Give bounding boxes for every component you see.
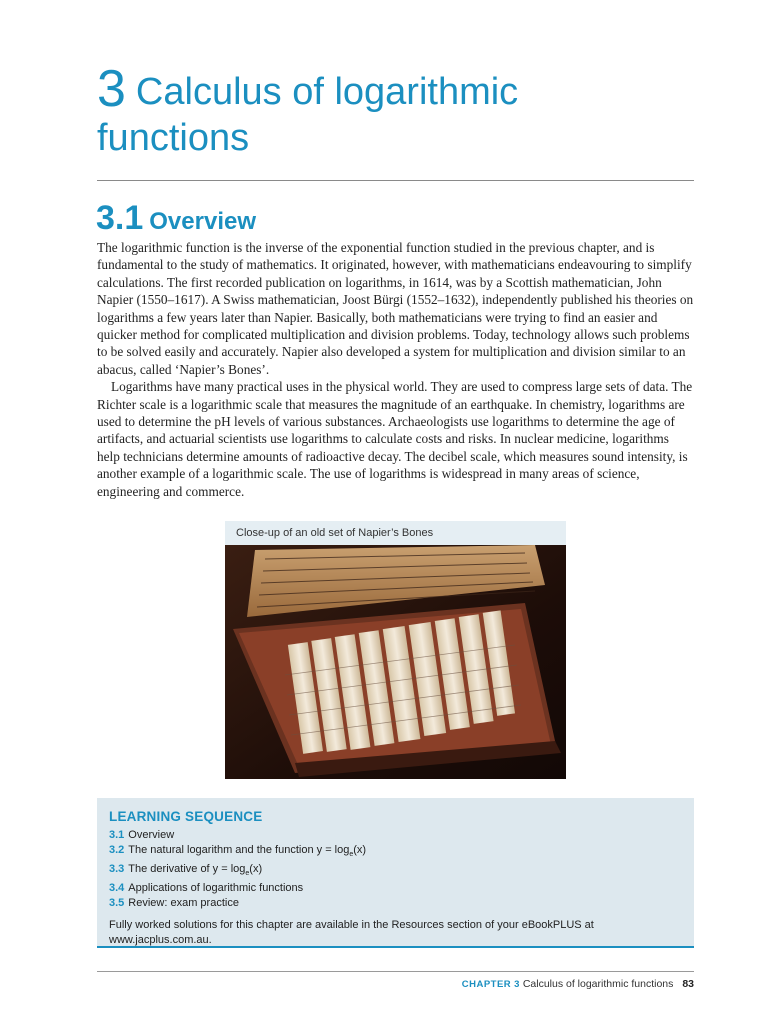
paragraph-2: Logarithms have many practical uses in the physical world. They are used to compress large sets of data. The Richter scale is a logarithmic scale that measures the magnitude of an earthquake. In chemistry, logarithms are used to determine the pH levels of various substances. Archaeologists use logarithms to determine the age of artifacts, and actuarial scientists use logarithms to calculate costs and risks. In nuclear medicine, logarithms help technicians determine amounts of radioactive decay. The decibel scale, which measures sound intensity, is another example of a logarithmic scale. The use of logarithms is widespread in many areas of science, engineering and commerce. — [97, 379, 693, 499]
page-number: 83 — [682, 978, 694, 990]
footer-divider — [97, 971, 694, 972]
chapter-title-line2: functions — [97, 117, 250, 159]
chapter-title — [97, 60, 697, 161]
napiers-bones-photo — [225, 545, 566, 779]
sequence-item[interactable]: 3.1 Overview — [109, 829, 175, 841]
paragraph-1: The logarithmic function is the inverse of the exponential function studied in the previous chapter, and is fundamental to the study of mathematics. It originated, however, with mathematicians endeavouring to simplify calculations. The first recorded publication on logarithms, in 1614, was by a Scottish mathematician, John Napier (1550–1617). A Swiss mathematician, Joost Bürgi (1552–1632), independently published his theories on logarithms a few years later than Napier. Basically, both mathematicians were trying to find an easier and quicker method for complicated multiplication and division problems. Today, technology allows such problems to be solved easily and accurately. Napier also developed a system for multiplication and division similar to an abacus, called ‘Napier’s Bones’. — [97, 240, 694, 377]
solutions-note: Fully worked solutions for this chapter are available in the Resources section of your eBookPLUS at www.jacplus.com.au. — [109, 919, 594, 947]
sequence-item[interactable]: 3.2 The natural logarithm and the function $y = \log_e(x)$ — [109, 844, 367, 859]
footer-chapter-title: Calculus of logarithmic functions — [522, 978, 674, 990]
sequence-item[interactable]: 3.4 Applications of logarithmic functions — [109, 882, 304, 895]
footer-chapter-label: CHAPTER — [461, 979, 512, 990]
napiers-bones-figure — [225, 521, 566, 779]
chapter-title-line1: Calculus of logarithmic — [135, 71, 519, 113]
figure-caption: Close-up of an old set of Napier’s Bones — [225, 521, 566, 545]
chapter-divider — [97, 180, 694, 181]
chapter-number: 3 — [97, 60, 126, 118]
page-footer — [462, 978, 694, 990]
sequence-item[interactable]: 3.3 The derivative of $y = \log_e(x)$ — [109, 863, 263, 878]
section-title-text: Overview — [149, 208, 256, 235]
section-number: 3.1 — [96, 199, 144, 237]
sequence-item[interactable]: 3.5 Review: exam practice — [109, 897, 239, 910]
section-title — [96, 198, 256, 242]
learning-sequence-box — [97, 798, 694, 948]
learning-sequence-heading: LEARNING SEQUENCE — [109, 809, 263, 824]
body-text — [97, 239, 695, 500]
footer-chapter-number: 3 — [514, 979, 520, 990]
